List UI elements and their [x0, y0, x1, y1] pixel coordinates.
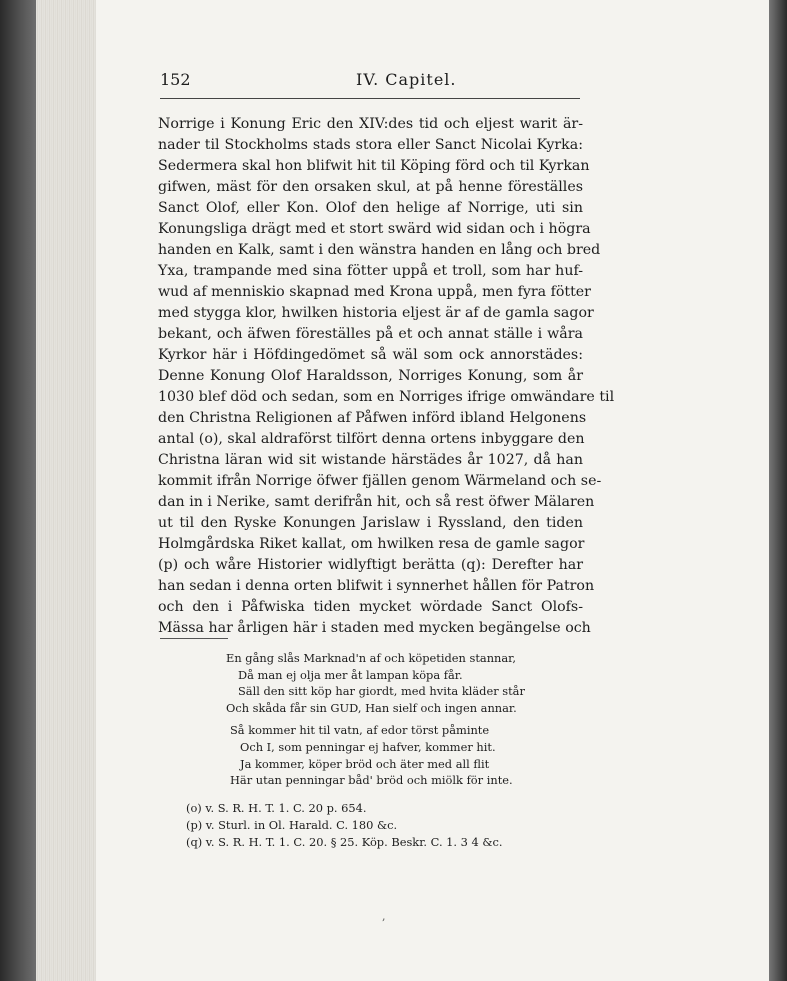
- header-rule: [160, 98, 580, 99]
- text-line: och den i Påfwiska tiden mycket wördade Sanct Olofs-: [158, 599, 583, 615]
- text-line: Norrige i Konung Eric den XIV:des tid och eljest warit är-: [158, 116, 583, 132]
- text-line: Kyrkor här i Höfdingedömet så wäl som ock annorstädes:: [158, 347, 583, 363]
- poem-line: En gång slås Marknad'n af och köpetiden stannar,: [226, 651, 516, 665]
- poem-line: Ja kommer, köper bröd och äter med all flit: [240, 756, 490, 771]
- print-speck: ,: [382, 910, 386, 923]
- poem-line: Säll den sitt köp har giordt, med hvita kläder står: [238, 684, 525, 699]
- text-line: dan in i Nerike, samt derifrån hit, och så rest öfwer Mälaren: [158, 494, 595, 510]
- body-text: [158, 114, 615, 639]
- text-line: handen en Kalk, samt i den wänstra handen en lång och bred: [158, 242, 601, 258]
- poem-line: Och I, som penningar ej hafver, kommer hit.: [240, 739, 496, 754]
- text-line: den Christna Religionen af Påfwen införd ibland Helgonens: [158, 410, 587, 426]
- text-line: Sedermera skal hon blifwit hit til Köping förd och til Kyrkan: [158, 158, 590, 174]
- page-header: [160, 70, 572, 94]
- text-line: med stygga klor, hwilken historia eljest är af de gamla sagor: [158, 305, 594, 321]
- text-line: antal (o), skal aldraförst tilfört denna ortens inbyggare den: [158, 431, 585, 447]
- text-line: Mässa har årligen här i staden med mycken begängelse och: [158, 620, 591, 636]
- poem-line: Och skåda får sin GUD, Han sielf och ingen annar.: [226, 700, 517, 715]
- text-line: han sedan i denna orten blifwit i synnerhet hållen för Patron: [158, 578, 595, 594]
- text-line: bekant, och äfwen föreställes på et och annat ställe i wåra: [158, 326, 583, 342]
- text-line: (p) och wåre Historier widlyftigt berätta (q): Derefter har: [158, 557, 583, 573]
- text-line: wud af menniskio skapnad med Krona uppå, men fyra fötter: [158, 284, 591, 300]
- footnote-rule: [160, 638, 228, 639]
- footnotes: [186, 800, 586, 851]
- running-title: IV. Capitel.: [356, 70, 457, 89]
- text-line: 1030 blef död och sedan, som en Norriges ifrige omwändare til: [158, 389, 615, 405]
- poem-line: Då man ej olja mer åt lampan köpa får.: [238, 667, 463, 682]
- text-line: Denne Konung Olof Haraldsson, Norriges Konung, som år: [158, 368, 583, 384]
- text-line: ut til den Ryske Konungen Jarislaw i Ryssland, den tiden: [158, 515, 583, 531]
- poem-line: Så kommer hit til vatn, af edor törst påminte: [230, 723, 490, 738]
- text-line: Sanct Olof, eller Kon. Olof den helige af Norrige, uti sin: [158, 200, 583, 216]
- footnote-p: (p) v. Sturl. in Ol. Harald. C. 180 &c.: [186, 818, 398, 832]
- text-line: Yxa, trampande med sina fötter uppå et troll, som har huf-: [158, 263, 583, 279]
- footnote-q: (q) v. S. R. H. T. 1. C. 20. § 25. Köp. Beskr. C. 1. 3 4 &c.: [186, 835, 503, 849]
- book-page: [96, 0, 769, 981]
- book-binding-edge: [0, 0, 36, 981]
- footnote-poem: [226, 650, 586, 789]
- text-line: Holmgårdska Riket kallat, om hwilken resa de gamle sagor: [158, 536, 585, 552]
- page-number: 152: [160, 70, 191, 89]
- footnote-o: (o) v. S. R. H. T. 1. C. 20 p. 654.: [186, 801, 367, 815]
- text-line: gifwen, mäst för den orsaken skul, at på henne föreställes: [158, 179, 583, 195]
- text-line: Konungsliga drägt med et stort swärd wid sidan och i högra: [158, 221, 591, 237]
- text-line: nader til Stockholms stads stora eller Sanct Nicolai Kyrka:: [158, 137, 583, 153]
- text-line: Christna läran wid sit wistande härstädes år 1027, då han: [158, 452, 583, 468]
- page-stack-edge: [36, 0, 96, 981]
- poem-line: Här utan penningar båd' bröd och miölk för inte.: [230, 773, 513, 788]
- text-line: kommit ifrån Norrige öfwer fjällen genom Wärmeland och se-: [158, 473, 602, 489]
- book-outer-edge: [769, 0, 787, 981]
